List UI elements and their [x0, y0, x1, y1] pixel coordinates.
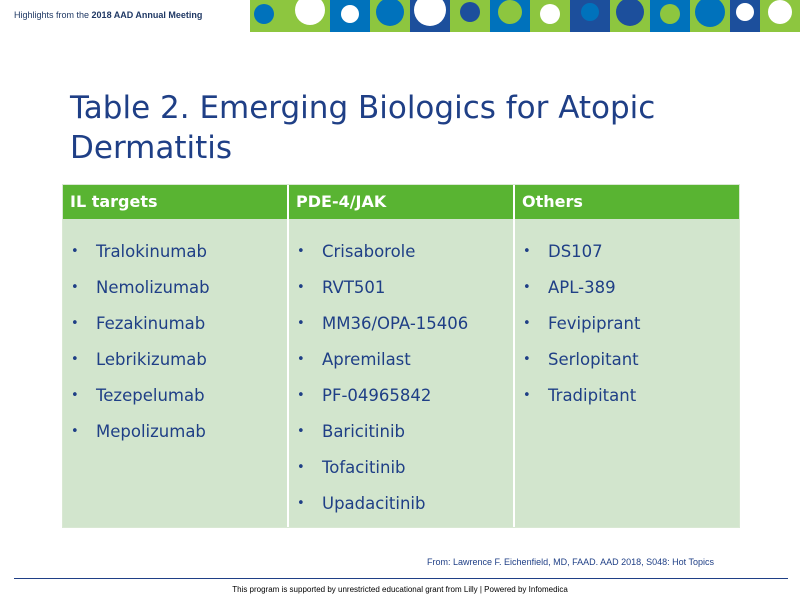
list-item: • Fevipiprant — [515, 305, 739, 341]
column-header: IL targets — [63, 185, 287, 219]
list-item: • Apremilast — [289, 341, 513, 377]
bullet-icon: • — [297, 459, 305, 475]
column-body — [515, 219, 739, 413]
header-prefix: Highlights from the — [14, 10, 92, 20]
list-item: • Tofacitinib — [289, 449, 513, 485]
bullet-icon: • — [523, 387, 531, 403]
list-item: • PF-04965842 — [289, 377, 513, 413]
bullet-icon: • — [71, 279, 79, 295]
bullet-icon: • — [297, 423, 305, 439]
list-item: • RVT501 — [289, 269, 513, 305]
column-body — [289, 219, 513, 521]
column-il-targets — [63, 185, 287, 527]
bullet-icon: • — [297, 387, 305, 403]
list-item: • Crisaborole — [289, 233, 513, 269]
bullet-icon: • — [523, 279, 531, 295]
decorative-circle-banner — [250, 0, 800, 32]
header-meeting-name: 2018 AAD Annual Meeting — [91, 10, 203, 20]
list-item: • Nemolizumab — [63, 269, 287, 305]
column-header: PDE-4/JAK — [289, 185, 513, 219]
bullet-icon: • — [297, 279, 305, 295]
list-item: • Lebrikizumab — [63, 341, 287, 377]
footer-sponsor-text: This program is supported by unrestricted educational grant from Lilly | Powered by Infomedica — [232, 585, 568, 594]
bullet-icon: • — [523, 243, 531, 259]
header-text — [14, 10, 202, 20]
column-pde4-jak — [287, 185, 513, 527]
bullet-icon: • — [71, 351, 79, 367]
column-header: Others — [515, 185, 739, 219]
source-citation: From: Lawrence F. Eichenfield, MD, FAAD. AAD 2018, S048: Hot Topics — [427, 557, 714, 567]
list-item: • Upadacitinib — [289, 485, 513, 521]
list-item: • DS107 — [515, 233, 739, 269]
footer-divider — [14, 578, 788, 579]
bullet-icon: • — [71, 243, 79, 259]
bullet-icon: • — [297, 243, 305, 259]
bullet-icon: • — [297, 315, 305, 331]
bullet-icon: • — [523, 315, 531, 331]
list-item: • Tradipitant — [515, 377, 739, 413]
bullet-icon: • — [71, 423, 79, 439]
column-body — [63, 219, 287, 449]
column-others — [513, 185, 739, 527]
list-item: • Serlopitant — [515, 341, 739, 377]
list-item: • Baricitinib — [289, 413, 513, 449]
bullet-icon: • — [71, 387, 79, 403]
bullet-icon: • — [71, 315, 79, 331]
list-item: • APL-389 — [515, 269, 739, 305]
list-item: • MM36/OPA-15406 — [289, 305, 513, 341]
list-item: • Tralokinumab — [63, 233, 287, 269]
bullet-icon: • — [297, 495, 305, 511]
page-title: Table 2. Emerging Biologics for Atopic Dermatitis — [70, 90, 656, 166]
bullet-icon: • — [297, 351, 305, 367]
list-item: • Mepolizumab — [63, 413, 287, 449]
list-item: • Fezakinumab — [63, 305, 287, 341]
biologics-table — [62, 184, 740, 528]
list-item: • Tezepelumab — [63, 377, 287, 413]
bullet-icon: • — [523, 351, 531, 367]
